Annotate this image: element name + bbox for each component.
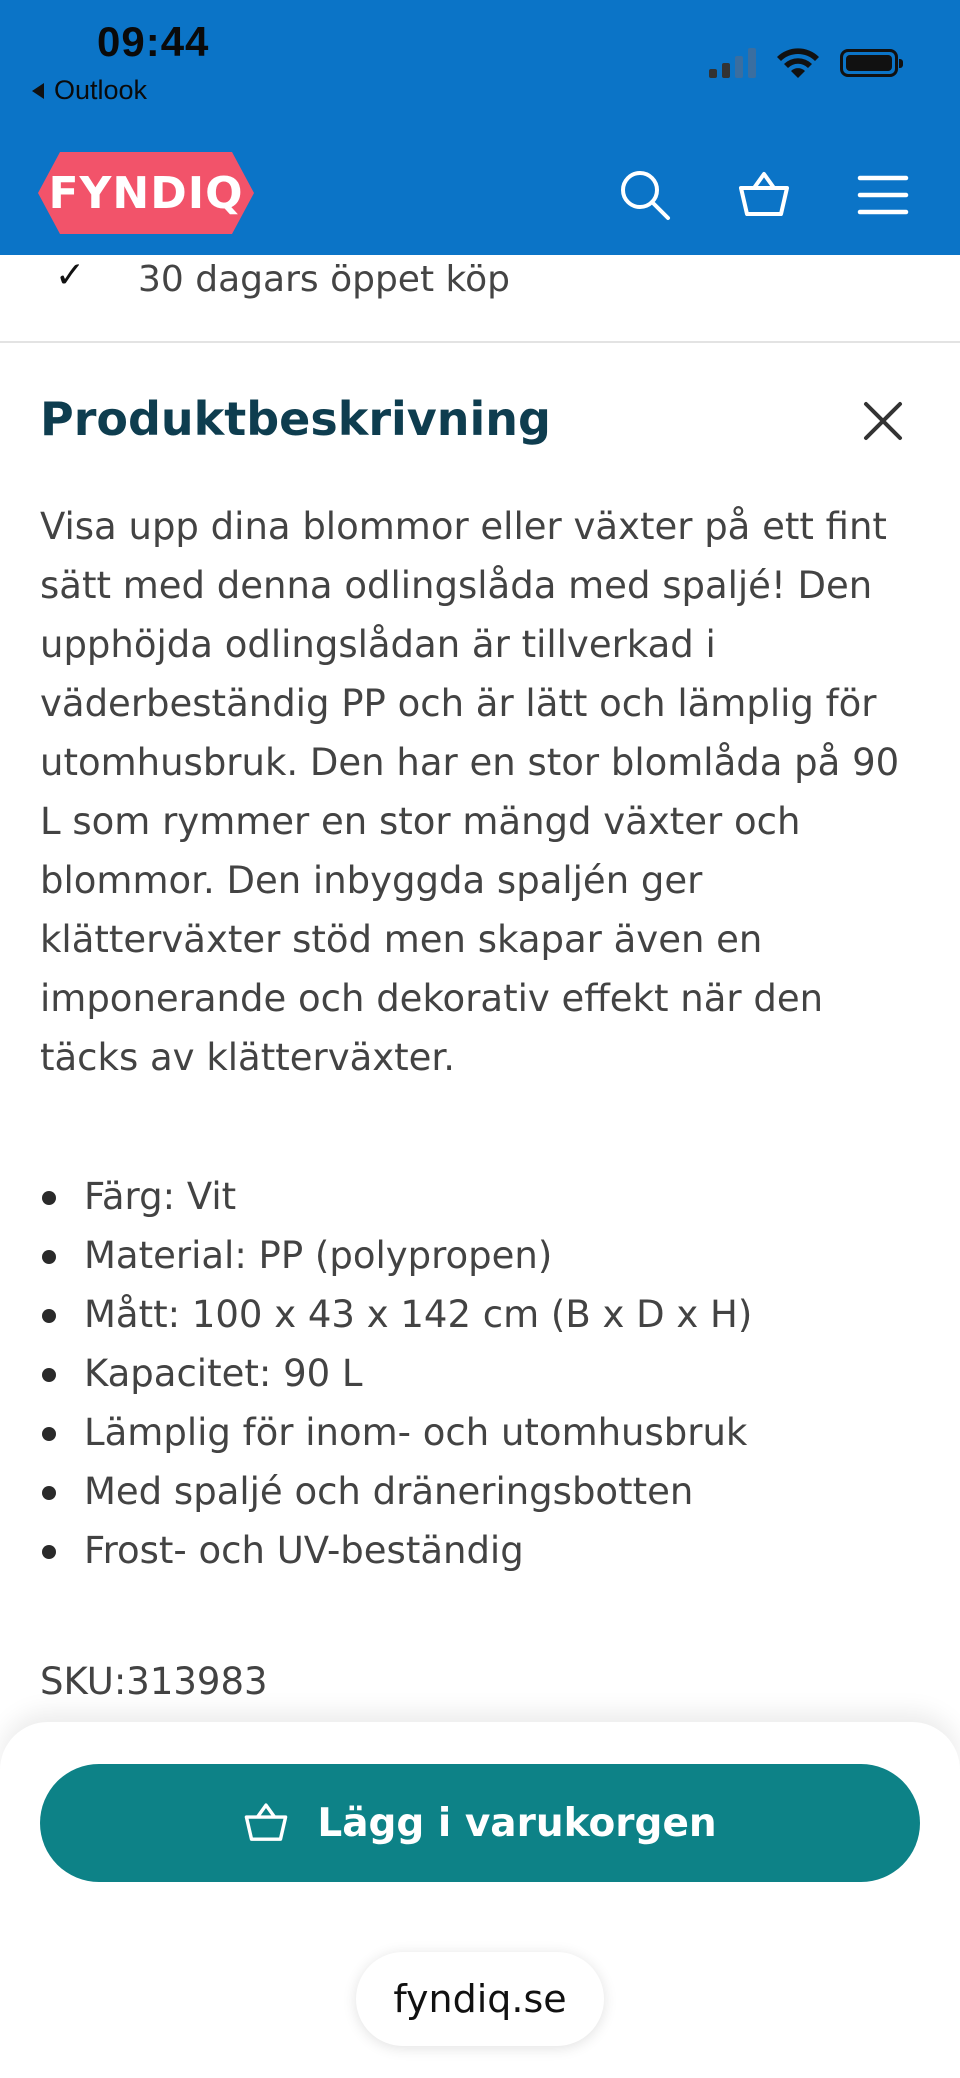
usp-text: 30 dagars öppet köp <box>138 259 510 300</box>
header-bar <box>0 0 960 262</box>
back-triangle-icon <box>30 82 46 100</box>
spec-item: Med spaljé och dräneringsbotten <box>40 1462 920 1521</box>
browser-url-pill[interactable]: fyndiq.se <box>356 1952 604 2046</box>
basket-icon[interactable] <box>737 168 791 222</box>
back-to-app-link[interactable] <box>30 75 147 106</box>
signal-icon <box>709 48 756 78</box>
main-nav <box>0 140 960 250</box>
fyndiq-logo[interactable] <box>38 152 254 234</box>
description-title: Produktbeskrivning <box>40 392 551 446</box>
bottom-sheet <box>0 1722 960 2078</box>
usp-row <box>0 255 960 343</box>
battery-icon <box>840 49 898 77</box>
spec-item: Frost- och UV-beständig <box>40 1521 920 1580</box>
check-icon: ✓ <box>55 255 86 296</box>
spec-item: Lämplig för inom- och utomhusbruk <box>40 1403 920 1462</box>
back-app-label: Outlook <box>54 75 148 105</box>
description-text: Visa upp dina blommor eller växter på ett fint sätt med denna odlingslåda med spaljé! Den upphöjda odlingslådan är tillverkad i väderbeständig PP och är lätt och lämplig för utomhusbruk. Den har en stor blomlåda på 90 L som rymmer en stor mängd växter och blommor. Den inbyggda spaljén ger klätterväxter stöd men skapar även en imponerande och dekorativ effekt när den täcks av klätterväxter. <box>40 505 900 1079</box>
status-bar <box>0 0 960 130</box>
status-time: 09:44 <box>97 18 210 65</box>
menu-icon[interactable] <box>856 168 910 222</box>
add-to-cart-label: Lägg i varukorgen <box>317 1800 717 1846</box>
sku-text: SKU:313983 <box>40 1660 268 1703</box>
add-to-cart-button[interactable] <box>40 1764 920 1882</box>
spec-item: Mått: 100 x 43 x 142 cm (B x D x H) <box>40 1285 920 1344</box>
spec-list <box>40 1167 920 1580</box>
wifi-icon <box>776 46 820 80</box>
spec-item: Kapacitet: 90 L <box>40 1344 920 1403</box>
close-icon[interactable] <box>860 398 906 444</box>
search-icon[interactable] <box>618 168 672 222</box>
basket-icon <box>243 1800 289 1846</box>
spec-item: Material: PP (polypropen) <box>40 1226 920 1285</box>
spec-item: Färg: Vit <box>40 1167 920 1226</box>
logo-text: FYNDIQ <box>48 167 244 219</box>
status-icons <box>709 46 898 80</box>
